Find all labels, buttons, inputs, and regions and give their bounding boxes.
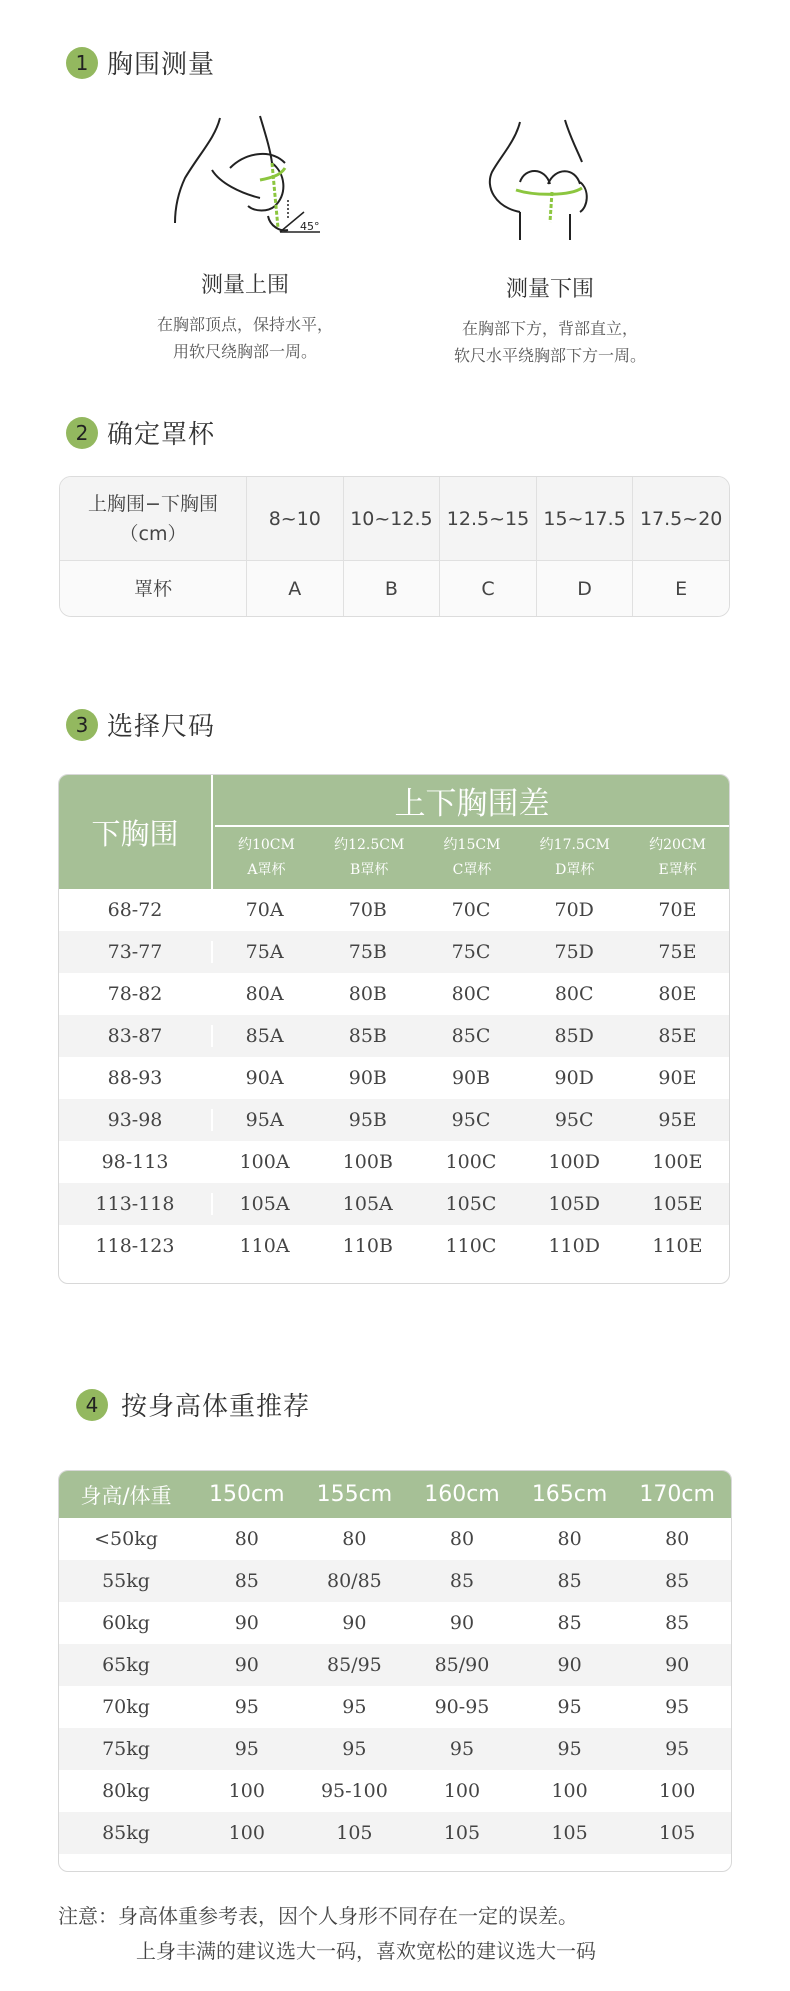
- recommend-cell: [516, 1738, 624, 1760]
- recommend-cell: [623, 1612, 731, 1634]
- size-cell: [626, 1025, 729, 1047]
- recommend-value: 85: [665, 1612, 690, 1634]
- size-value: 85D: [554, 1025, 594, 1047]
- size-cell: [316, 1109, 419, 1131]
- size-value: 90D: [554, 1067, 594, 1089]
- weight-cell: [59, 1654, 193, 1676]
- under-bust-range: 93-98: [107, 1109, 163, 1131]
- table-row: [59, 1225, 729, 1267]
- size-cell: [626, 899, 729, 921]
- recommend-cell: [516, 1696, 624, 1718]
- height-header-cell: 170cm: [639, 1482, 715, 1507]
- size-value: 100E: [652, 1151, 703, 1173]
- cup-subheader-cup: E罩杯: [658, 862, 697, 878]
- height-weight-body: [59, 1518, 731, 1854]
- height-weight-header: [59, 1471, 731, 1518]
- recommend-cell: [193, 1822, 301, 1844]
- recommend-value: 80: [449, 1528, 475, 1550]
- cup-subheader-cup: B罩杯: [350, 862, 389, 878]
- size-value: 100B: [342, 1151, 393, 1173]
- size-value: 100C: [445, 1151, 497, 1173]
- recommend-cell: [516, 1654, 624, 1676]
- table-row: [59, 1099, 729, 1141]
- size-value: 75E: [658, 941, 697, 963]
- measure-upper-line2: 用软尺绕胸部一周。: [172, 342, 317, 361]
- size-cell: [316, 983, 419, 1005]
- size-value: 70A: [245, 899, 284, 921]
- size-cell: [419, 983, 522, 1005]
- size-cell: [316, 1193, 419, 1215]
- size-cell: [419, 1109, 522, 1131]
- recommend-cell: [623, 1738, 731, 1760]
- cup-subheader-cup: A罩杯: [247, 862, 286, 878]
- step-number-badge: 1: [66, 47, 98, 79]
- recommend-value: 85: [557, 1570, 582, 1592]
- recommend-value: 80/85: [327, 1570, 382, 1592]
- size-cell: [213, 1025, 316, 1047]
- size-value: 70C: [451, 899, 491, 921]
- recommend-cell: [623, 1822, 731, 1844]
- size-value: 95A: [245, 1109, 284, 1131]
- size-value: 85B: [348, 1025, 387, 1047]
- size-cell: [523, 1109, 626, 1131]
- under-bust-cell: [59, 983, 213, 1005]
- size-cell: [523, 1151, 626, 1173]
- size-value: 100A: [239, 1151, 290, 1173]
- table-row: [59, 1686, 731, 1728]
- weight-cell: [59, 1528, 193, 1550]
- recommend-value: 90: [234, 1612, 259, 1634]
- cup-subheader-cell: [215, 829, 318, 889]
- size-value: 95C: [554, 1109, 594, 1131]
- size-value: 80B: [348, 983, 387, 1005]
- weight-cell: [59, 1570, 193, 1592]
- cup-table: [59, 476, 730, 617]
- size-value: 75D: [554, 941, 594, 963]
- size-value: 95B: [348, 1109, 387, 1131]
- size-value: 90A: [245, 1067, 284, 1089]
- recommend-cell: [193, 1528, 301, 1550]
- recommend-value: 90: [234, 1654, 259, 1676]
- weight-label: 70kg: [102, 1696, 150, 1718]
- table-row: [59, 973, 729, 1015]
- recommend-cell: [623, 1696, 731, 1718]
- recommend-cell: [623, 1570, 731, 1592]
- recommend-value: 90: [342, 1612, 367, 1634]
- recommend-value: 95: [342, 1738, 367, 1760]
- recommend-value: 95: [342, 1696, 367, 1718]
- size-cell: [213, 1067, 316, 1089]
- size-cell: [316, 1235, 419, 1257]
- under-bust-cell: [59, 1025, 213, 1047]
- cup-subheader-cup: D罩杯: [555, 862, 595, 878]
- cup-row-label: 罩杯: [60, 561, 247, 616]
- size-table-body: [59, 889, 729, 1267]
- recommend-value: 95: [557, 1696, 582, 1718]
- size-value: 75C: [451, 941, 491, 963]
- size-cell: [523, 1067, 626, 1089]
- under-bust-cell: [59, 1109, 213, 1131]
- under-bust-cell: [59, 941, 213, 963]
- recommend-cell: [408, 1738, 516, 1760]
- recommend-value: 100: [443, 1780, 481, 1802]
- under-bust-cell: [59, 1193, 213, 1215]
- under-bust-cell: [59, 1151, 213, 1173]
- section-recommend-title: [76, 1386, 310, 1423]
- recommend-value: 85: [449, 1570, 475, 1592]
- weight-cell: [59, 1780, 193, 1802]
- measure-lower-title: 测量下围: [505, 277, 594, 302]
- size-value: 110D: [548, 1235, 600, 1257]
- recommend-value: 95-100: [320, 1780, 388, 1802]
- size-cell: [316, 1067, 419, 1089]
- recommend-cell: [408, 1612, 516, 1634]
- upper-bust-illustration: [160, 108, 350, 238]
- measure-lower-column: [400, 272, 700, 369]
- recommend-value: 95: [449, 1738, 475, 1760]
- size-cell: [626, 1067, 729, 1089]
- table-row: [59, 1812, 731, 1854]
- cup-subheader-cell: [626, 829, 729, 889]
- size-value: 100D: [548, 1151, 600, 1173]
- cup-table-header-line2: （cm）: [119, 522, 187, 545]
- recommend-cell: [193, 1738, 301, 1760]
- cup-letter-cell: C: [440, 561, 537, 616]
- weight-cell: [59, 1822, 193, 1844]
- height-header-cell: 150cm: [209, 1482, 285, 1507]
- weight-label: 65kg: [102, 1654, 150, 1676]
- recommend-value: 85: [665, 1570, 690, 1592]
- recommend-cell: [301, 1696, 409, 1718]
- recommend-value: 90: [665, 1654, 690, 1676]
- size-value: 105E: [652, 1193, 703, 1215]
- recommend-value: 90: [557, 1654, 582, 1676]
- recommend-cell: [301, 1528, 409, 1550]
- cup-subheader-size: 约17.5CM: [539, 837, 610, 853]
- size-cell: [626, 1109, 729, 1131]
- cup-subheader-cell: [421, 829, 524, 889]
- under-bust-range: 88-93: [107, 1067, 163, 1089]
- angle-label: 45°: [300, 220, 320, 233]
- cup-range-cell: 12.5~15: [440, 477, 537, 560]
- size-cell: [523, 1235, 626, 1257]
- size-value: 80E: [658, 983, 697, 1005]
- recommend-cell: [516, 1822, 624, 1844]
- recommend-cell: [301, 1780, 409, 1802]
- cup-subheader-cell: [523, 829, 626, 889]
- recommend-cell: [193, 1570, 301, 1592]
- recommend-cell: [516, 1780, 624, 1802]
- size-cell: [419, 1067, 522, 1089]
- table-row: [59, 1602, 731, 1644]
- size-cell: [626, 1193, 729, 1215]
- note-line1: 注意：身高体重参考表，因个人身形不同存在一定的误差。: [58, 1904, 578, 1928]
- height-weight-table: [58, 1470, 732, 1872]
- recommend-cell: [408, 1654, 516, 1676]
- bust-difference-header: 上下胸围差: [215, 775, 729, 827]
- note-line2: 上身丰满的建议选大一码，喜欢宽松的建议选大一码: [136, 1939, 596, 1963]
- size-value: 105C: [445, 1193, 497, 1215]
- section-heading: 胸围测量: [107, 50, 216, 80]
- measure-upper-column: [95, 268, 395, 365]
- table-row: [59, 1518, 731, 1560]
- table-row: [59, 931, 729, 973]
- recommend-cell: [301, 1612, 409, 1634]
- recommend-cell: [516, 1612, 624, 1634]
- table-row: [59, 1644, 731, 1686]
- measure-upper-title: 测量上围: [200, 273, 289, 298]
- size-value: 80C: [451, 983, 491, 1005]
- table-row: [59, 1057, 729, 1099]
- cup-subheader-cell: [318, 829, 421, 889]
- size-cell: [213, 1193, 316, 1215]
- recommend-value: 100: [228, 1822, 265, 1844]
- recommend-cell: [193, 1612, 301, 1634]
- size-cell: [626, 941, 729, 963]
- recommend-value: 95: [234, 1696, 259, 1718]
- weight-label: 75kg: [102, 1738, 150, 1760]
- lower-bust-illustration: [470, 112, 630, 242]
- height-weight-corner: 身高/体重: [80, 1483, 172, 1508]
- under-bust-header: 下胸围: [59, 775, 213, 889]
- step-number-badge: 4: [76, 1389, 108, 1421]
- weight-label: 80kg: [102, 1780, 150, 1802]
- table-row: [59, 1728, 731, 1770]
- size-value: 85A: [245, 1025, 284, 1047]
- recommend-cell: [301, 1822, 409, 1844]
- recommend-value: 85/95: [327, 1654, 382, 1676]
- size-value: 105A: [342, 1193, 393, 1215]
- table-row: [59, 1770, 731, 1812]
- size-table: [58, 774, 730, 1284]
- weight-label: 85kg: [102, 1822, 150, 1844]
- height-header-cell: 165cm: [531, 1482, 608, 1507]
- cup-table-range-row: [60, 477, 729, 561]
- cup-subheader-size: 约12.5CM: [334, 837, 405, 853]
- cup-subheader-size: 约10CM: [237, 837, 295, 853]
- weight-cell: [59, 1612, 193, 1634]
- recommend-value: 100: [659, 1780, 696, 1802]
- recommend-value: 80: [557, 1528, 582, 1550]
- recommend-value: 95: [234, 1738, 259, 1760]
- recommend-cell: [408, 1696, 516, 1718]
- recommend-value: 100: [551, 1780, 588, 1802]
- cup-letter-cell: E: [675, 577, 688, 600]
- step-number-badge: 2: [66, 417, 98, 449]
- cup-table-header-cell: [60, 477, 247, 560]
- weight-cell: [59, 1696, 193, 1718]
- recommend-cell: [408, 1780, 516, 1802]
- recommend-value: 90-95: [434, 1696, 490, 1718]
- section-heading: 选择尺码: [107, 712, 216, 742]
- size-cell: [213, 983, 316, 1005]
- height-header-cell: 155cm: [316, 1482, 393, 1507]
- measure-upper-description: [95, 311, 395, 365]
- size-cell: [626, 1235, 729, 1257]
- measure-lower-description: [400, 315, 700, 369]
- weight-label: <50kg: [94, 1528, 158, 1550]
- size-cell: [626, 983, 729, 1005]
- step-number-badge: 3: [66, 709, 98, 741]
- under-bust-cell: [59, 1067, 213, 1089]
- recommend-cell: [301, 1570, 409, 1592]
- cup-range-cell: 10~12.5: [344, 477, 441, 560]
- size-cell: [419, 1151, 522, 1173]
- under-bust-range: 78-82: [107, 983, 163, 1005]
- size-value: 85C: [451, 1025, 491, 1047]
- size-cell: [316, 941, 419, 963]
- weight-label: 60kg: [102, 1612, 150, 1634]
- size-value: 80A: [245, 983, 284, 1005]
- recommend-value: 95: [665, 1738, 690, 1760]
- size-value: 110E: [652, 1235, 703, 1257]
- recommend-cell: [408, 1570, 516, 1592]
- recommend-value: 80: [234, 1528, 259, 1550]
- size-value: 110C: [445, 1235, 497, 1257]
- size-table-header: [59, 775, 729, 889]
- size-value: 85E: [658, 1025, 697, 1047]
- recommend-value: 85/90: [434, 1654, 490, 1676]
- size-cell: [523, 1193, 626, 1215]
- recommend-cell: [301, 1738, 409, 1760]
- weight-label: 55kg: [102, 1570, 150, 1592]
- size-cell: [419, 899, 522, 921]
- size-value: 95C: [451, 1109, 491, 1131]
- recommend-value: 105: [551, 1822, 588, 1844]
- recommend-cell: [193, 1780, 301, 1802]
- size-cell: [213, 941, 316, 963]
- size-value: 105A: [239, 1193, 290, 1215]
- size-cell: [419, 1193, 522, 1215]
- size-value: 110A: [239, 1235, 290, 1257]
- size-value: 80C: [554, 983, 594, 1005]
- cup-range-cell: 8~10: [247, 477, 344, 560]
- size-cell: [316, 1025, 419, 1047]
- recommend-cell: [193, 1654, 301, 1676]
- measure-upper-line1: 在胸部顶点，保持水平，: [156, 315, 333, 334]
- recommend-cell: [408, 1822, 516, 1844]
- recommend-value: 90: [449, 1612, 475, 1634]
- size-cell: [213, 899, 316, 921]
- size-cell: [626, 1151, 729, 1173]
- recommend-value: 95: [665, 1696, 690, 1718]
- table-row: [59, 1015, 729, 1057]
- size-cell: [523, 941, 626, 963]
- cup-letter-cell: B: [344, 561, 441, 616]
- size-cell: [419, 941, 522, 963]
- cup-table-header-line1: 上胸围−下胸围: [88, 492, 218, 515]
- measure-lower-line1: 在胸部下方，背部直立，: [461, 319, 638, 338]
- recommend-value: 105: [443, 1822, 481, 1844]
- under-bust-cell: [59, 1235, 213, 1257]
- cup-subheader-cup: C罩杯: [452, 862, 492, 878]
- size-cell: [523, 983, 626, 1005]
- recommend-cell: [193, 1696, 301, 1718]
- size-value: 70E: [658, 899, 697, 921]
- size-cell: [213, 1235, 316, 1257]
- size-value: 90B: [348, 1067, 387, 1089]
- size-cell: [316, 1151, 419, 1173]
- recommend-value: 105: [659, 1822, 696, 1844]
- size-cell: [523, 1025, 626, 1047]
- recommend-cell: [623, 1780, 731, 1802]
- recommend-value: 80: [665, 1528, 690, 1550]
- cup-range-cell: 15~17.5: [537, 477, 634, 560]
- size-value: 75B: [348, 941, 387, 963]
- size-cell: [213, 1109, 316, 1131]
- recommend-value: 100: [228, 1780, 265, 1802]
- section-size-title: [66, 706, 215, 743]
- size-value: 105D: [548, 1193, 600, 1215]
- under-bust-range: 68-72: [107, 899, 163, 921]
- size-value: 70D: [554, 899, 594, 921]
- size-cell: [419, 1025, 522, 1047]
- cup-subheader-size: 约20CM: [649, 837, 707, 853]
- recommend-value: 105: [336, 1822, 373, 1844]
- size-value: 95E: [658, 1109, 697, 1131]
- table-row: [59, 889, 729, 931]
- cup-range-cell: 17.5~20: [639, 507, 723, 530]
- size-cell: [419, 1235, 522, 1257]
- size-cell: [316, 899, 419, 921]
- under-bust-range: 113-118: [95, 1193, 175, 1215]
- recommend-cell: [623, 1654, 731, 1676]
- size-value: 90E: [658, 1067, 697, 1089]
- height-header-cell: 160cm: [424, 1482, 500, 1507]
- size-value: 90B: [451, 1067, 491, 1089]
- recommend-cell: [516, 1528, 624, 1550]
- size-value: 75A: [245, 941, 284, 963]
- under-bust-range: 98-113: [101, 1151, 169, 1173]
- table-row: [59, 1183, 729, 1225]
- under-bust-range: 118-123: [95, 1235, 175, 1257]
- recommend-cell: [516, 1570, 624, 1592]
- under-bust-range: 83-87: [107, 1025, 163, 1047]
- weight-cell: [59, 1738, 193, 1760]
- cup-subheader-row: [215, 829, 729, 889]
- cup-table-cup-row: [60, 561, 729, 616]
- recommend-value: 85: [557, 1612, 582, 1634]
- recommend-value: 95: [557, 1738, 582, 1760]
- recommend-value: 85: [234, 1570, 259, 1592]
- cup-letter-cell: A: [247, 561, 344, 616]
- table-row: [59, 1141, 729, 1183]
- section-cup-title: [66, 414, 215, 451]
- size-value: 70B: [348, 899, 387, 921]
- cup-subheader-size: 约15CM: [443, 837, 501, 853]
- measure-lower-line2: 软尺水平绕胸部下方一周。: [453, 346, 646, 365]
- cup-letter-cell: D: [537, 561, 634, 616]
- size-value: 110B: [342, 1235, 393, 1257]
- recommend-cell: [301, 1654, 409, 1676]
- size-cell: [213, 1151, 316, 1173]
- under-bust-range: 73-77: [107, 941, 163, 963]
- section-heading: 按身高体重推荐: [121, 1392, 311, 1422]
- under-bust-cell: [59, 899, 213, 921]
- recommend-value: 80: [342, 1528, 367, 1550]
- section-measure-title: [66, 44, 215, 81]
- recommend-cell: [623, 1528, 731, 1550]
- size-cell: [523, 899, 626, 921]
- table-row: [59, 1560, 731, 1602]
- section-heading: 确定罩杯: [107, 420, 216, 450]
- recommend-cell: [408, 1528, 516, 1550]
